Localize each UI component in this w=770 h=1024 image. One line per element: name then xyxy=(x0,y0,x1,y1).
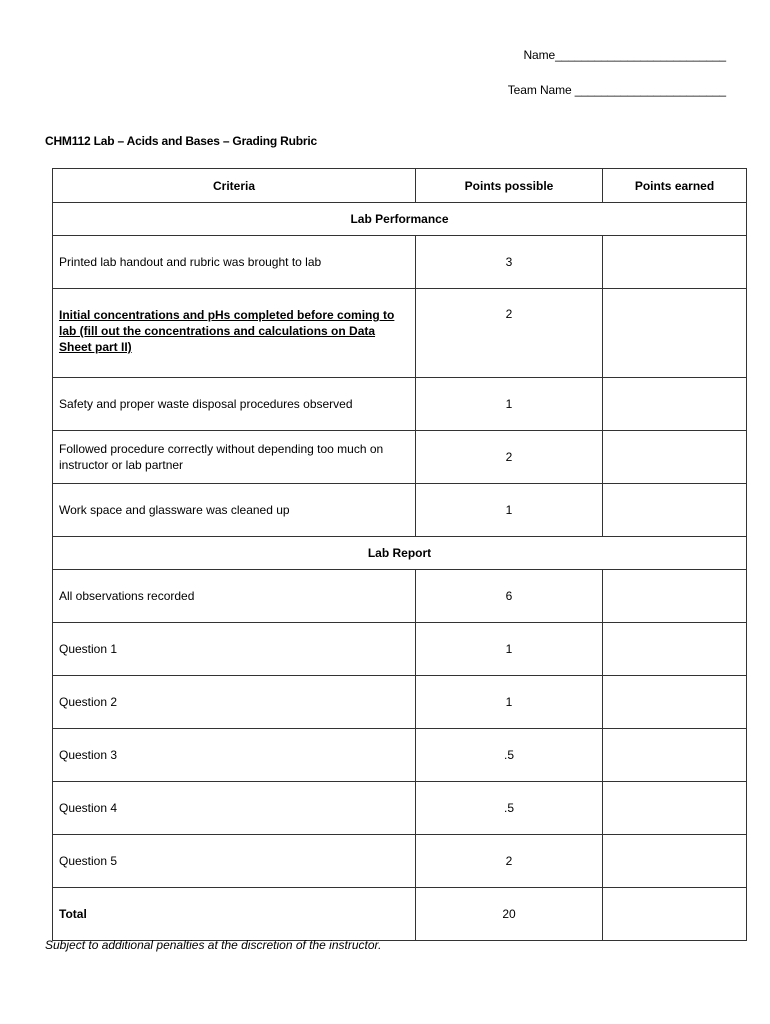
total-earned-cell[interactable] xyxy=(603,888,747,941)
table-header-row xyxy=(53,169,747,203)
points-possible-cell: 1 xyxy=(416,484,603,537)
footnote: Subject to additional penalties at the discretion of the instructor. xyxy=(45,938,382,952)
section-label: Lab Performance xyxy=(53,203,747,236)
criteria-cell: Question 5 xyxy=(53,835,416,888)
section-row-lab-performance xyxy=(53,203,747,236)
table-row xyxy=(53,378,747,431)
points-possible-cell: 3 xyxy=(416,236,603,289)
points-earned-cell[interactable] xyxy=(603,570,747,623)
grading-rubric-table xyxy=(52,168,747,941)
criteria-cell: Question 3 xyxy=(53,729,416,782)
criteria-cell: Question 4 xyxy=(53,782,416,835)
table-row xyxy=(53,782,747,835)
name-field-line[interactable]: Name__________________________ xyxy=(523,48,726,62)
points-possible-cell: .5 xyxy=(416,729,603,782)
points-possible-cell: 1 xyxy=(416,623,603,676)
criteria-cell: All observations recorded xyxy=(53,570,416,623)
table-row xyxy=(53,623,747,676)
table-row xyxy=(53,289,747,378)
points-possible-cell: 1 xyxy=(416,676,603,729)
points-possible-cell: .5 xyxy=(416,782,603,835)
table-row xyxy=(53,236,747,289)
criteria-cell: Followed procedure correctly without depending too much on instructor or lab partner xyxy=(53,431,416,484)
total-row xyxy=(53,888,747,941)
points-possible-cell: 2 xyxy=(416,835,603,888)
points-earned-cell[interactable] xyxy=(603,835,747,888)
header-criteria: Criteria xyxy=(53,169,416,203)
header-points-earned: Points earned xyxy=(603,169,747,203)
points-earned-cell[interactable] xyxy=(603,729,747,782)
criteria-cell: Question 1 xyxy=(53,623,416,676)
section-label: Lab Report xyxy=(53,537,747,570)
total-label-cell: Total xyxy=(53,888,416,941)
table-row xyxy=(53,835,747,888)
points-possible-cell: 2 xyxy=(416,289,603,378)
criteria-cell: Question 2 xyxy=(53,676,416,729)
points-possible-cell: 6 xyxy=(416,570,603,623)
points-possible-cell: 1 xyxy=(416,378,603,431)
table-row xyxy=(53,484,747,537)
criteria-cell: Work space and glassware was cleaned up xyxy=(53,484,416,537)
points-earned-cell[interactable] xyxy=(603,378,747,431)
table-row xyxy=(53,676,747,729)
points-earned-cell[interactable] xyxy=(603,431,747,484)
document-title: CHM112 Lab – Acids and Bases – Grading Rubric xyxy=(45,134,317,148)
table-row xyxy=(53,431,747,484)
points-earned-cell[interactable] xyxy=(603,236,747,289)
points-possible-cell: 2 xyxy=(416,431,603,484)
criteria-cell: Printed lab handout and rubric was brought to lab xyxy=(53,236,416,289)
points-earned-cell[interactable] xyxy=(603,484,747,537)
criteria-cell: Initial concentrations and pHs completed before coming to lab (fill out the concentrations and calculations on Data Sheet part II) xyxy=(53,289,416,378)
points-earned-cell[interactable] xyxy=(603,676,747,729)
team-name-field-line[interactable]: Team Name _______________________ xyxy=(507,83,726,97)
points-earned-cell[interactable] xyxy=(603,289,747,378)
table-row xyxy=(53,729,747,782)
points-earned-cell[interactable] xyxy=(603,623,747,676)
criteria-cell: Safety and proper waste disposal procedures observed xyxy=(53,378,416,431)
section-row-lab-report xyxy=(53,537,747,570)
header-points-possible: Points possible xyxy=(416,169,603,203)
table-row xyxy=(53,570,747,623)
total-points-cell: 20 xyxy=(416,888,603,941)
points-earned-cell[interactable] xyxy=(603,782,747,835)
